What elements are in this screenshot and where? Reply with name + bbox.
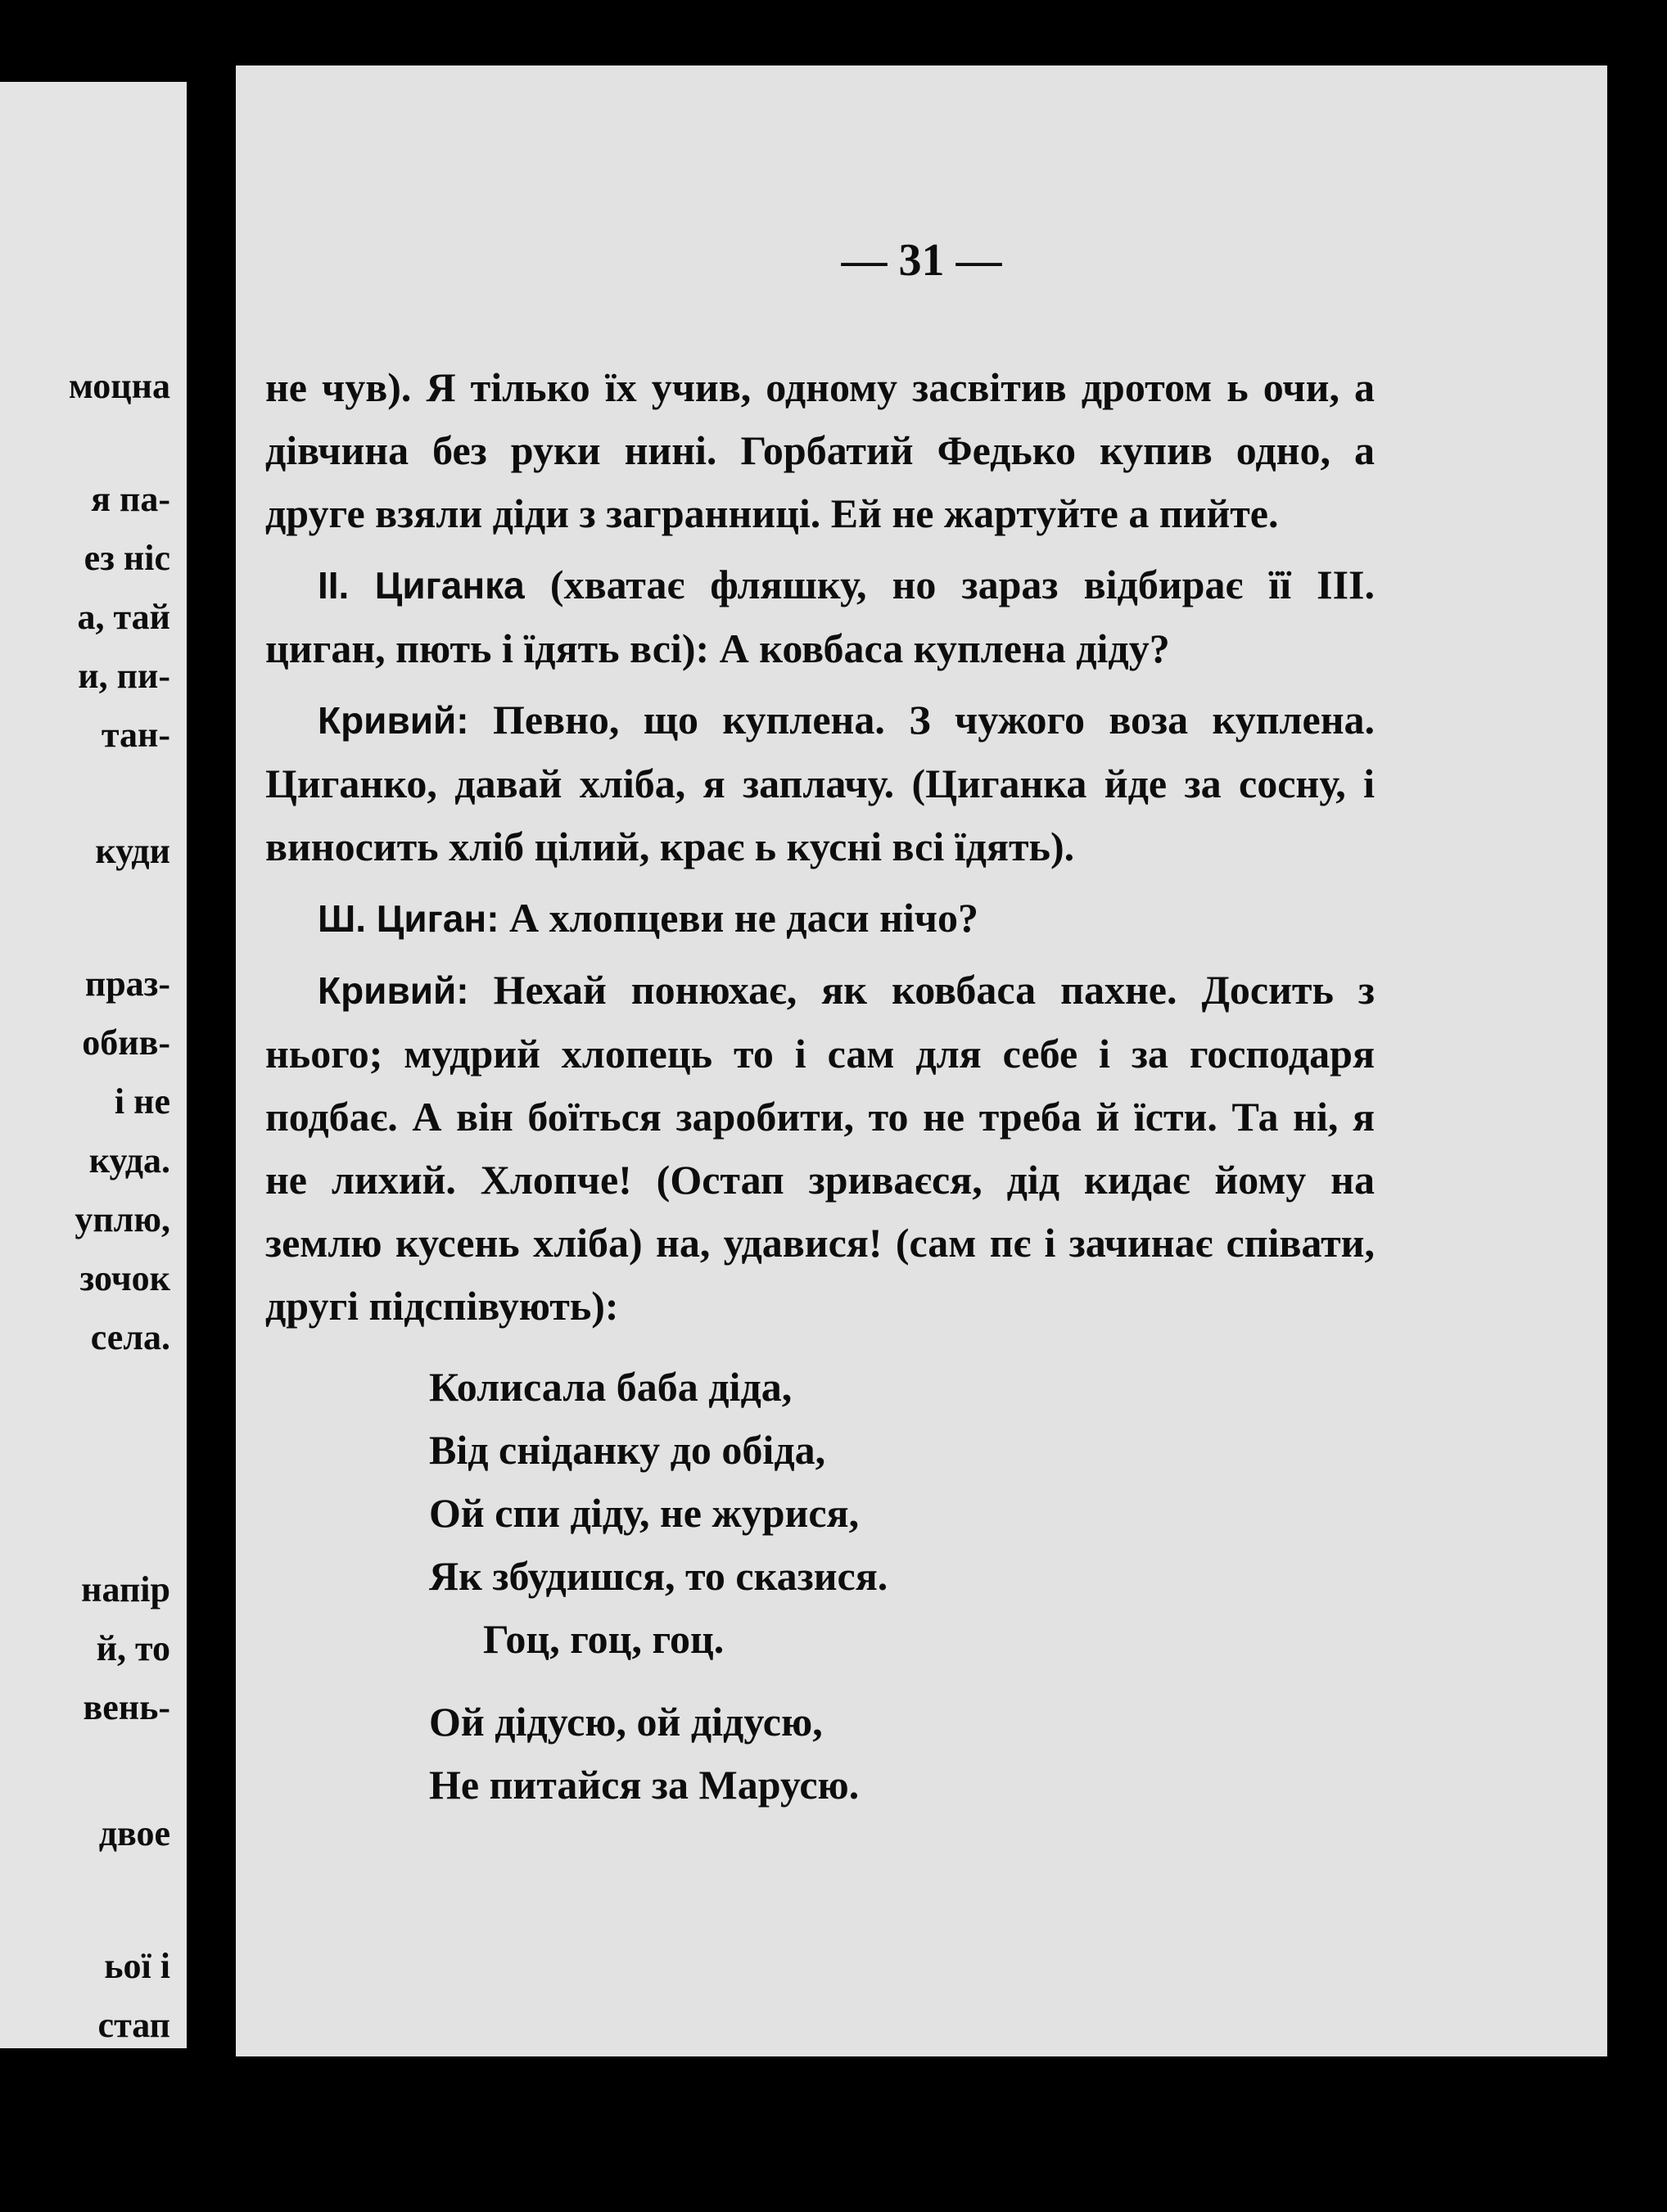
page-number: — 31 — bbox=[841, 235, 1002, 286]
verse-line: Від сніданку до обіда, bbox=[429, 1427, 826, 1473]
left-fragment: я па- bbox=[91, 479, 170, 519]
left-fragment: зочок bbox=[79, 1258, 170, 1298]
left-fragment: уплю, bbox=[75, 1199, 170, 1239]
verse-line: Колисала баба діда, bbox=[429, 1364, 793, 1410]
song-verse bbox=[429, 1356, 1375, 1817]
book-page bbox=[236, 65, 1607, 2056]
book-gutter bbox=[187, 82, 236, 2048]
left-fragment: куди bbox=[95, 831, 170, 871]
left-fragment: куда. bbox=[88, 1140, 170, 1180]
left-fragment: и, пи- bbox=[78, 656, 170, 696]
verse-line: Ой спи діду, не журися, bbox=[429, 1490, 860, 1536]
left-fragment: села. bbox=[90, 1317, 170, 1357]
left-fragment: й, то bbox=[96, 1628, 170, 1668]
paragraph-text: (хватає фляшку, но зараз відбирає її ІІІ. циган, пють і їдять всі): А ковбаса куплена діду? bbox=[265, 562, 1376, 671]
paragraph bbox=[265, 887, 1375, 950]
left-fragment: праз- bbox=[84, 964, 170, 1004]
left-fragment: тан- bbox=[101, 715, 170, 755]
left-fragment: і не bbox=[114, 1081, 170, 1122]
verse-line: Не питайся за Марусю. bbox=[429, 1762, 860, 1808]
left-fragment: ез ніс bbox=[84, 538, 170, 578]
paragraph bbox=[265, 553, 1375, 680]
speaker-name: ІІ. Циганка bbox=[318, 564, 525, 607]
paragraph-text: А хлопцеви не даси нічо? bbox=[499, 895, 978, 941]
left-page-edge bbox=[0, 82, 187, 2048]
speaker-name: Кривий: bbox=[318, 699, 469, 742]
verse-line: Як збудишся, то сказися. bbox=[429, 1553, 888, 1599]
left-fragment: обив- bbox=[82, 1022, 170, 1063]
paragraph-text: Нехай понюхає, як ковбаса пахне. Досить з нього; мудрий хлопець то і сам для себе і за господаря подбає. А він боїться заробити, то не треба й їсти. Та ні, я не лихий. Хлопче! (Остап зриваєся, дід кидає йому на землю кусень хліба) на, удавися! (сам пє і зачинає співати, другі підспівують): bbox=[265, 967, 1375, 1329]
paragraph bbox=[265, 688, 1375, 878]
paragraph-text: Певно, що куплена. З чужого воза куплена. Циганко, давай хліба, я заплачу. (Циганка йде за сосну, і виносить хліб цілий, крає ь кусні всі їдять). bbox=[265, 697, 1375, 869]
speaker-name: Ш. Циган: bbox=[318, 897, 499, 940]
left-fragment: стап bbox=[97, 2005, 170, 2045]
left-fragment: ьої і bbox=[104, 1946, 170, 1986]
left-fragment: а, тай bbox=[77, 597, 170, 637]
paragraph bbox=[265, 959, 1375, 1338]
speaker-name: Кривий: bbox=[318, 969, 469, 1012]
page-body bbox=[265, 356, 1375, 1817]
left-fragment: напір bbox=[81, 1569, 170, 1609]
left-fragment: моцна bbox=[68, 366, 170, 406]
paragraph-text: не чув). Я тілько їх учив, одному засвітив дротом ь очи, а дівчина без руки нині. Горбатий Федько купив одно, а друге взяли діди з загранниці. Ей не жартуйте а пийте. bbox=[265, 364, 1375, 536]
left-fragment: двое bbox=[98, 1813, 170, 1853]
left-fragment: вень- bbox=[83, 1687, 170, 1727]
verse-line: Ой дідусю, ой дідусю, bbox=[429, 1699, 823, 1745]
paragraph bbox=[265, 356, 1375, 545]
verse-refrain: Гоц, гоц, гоц. bbox=[483, 1616, 725, 1662]
